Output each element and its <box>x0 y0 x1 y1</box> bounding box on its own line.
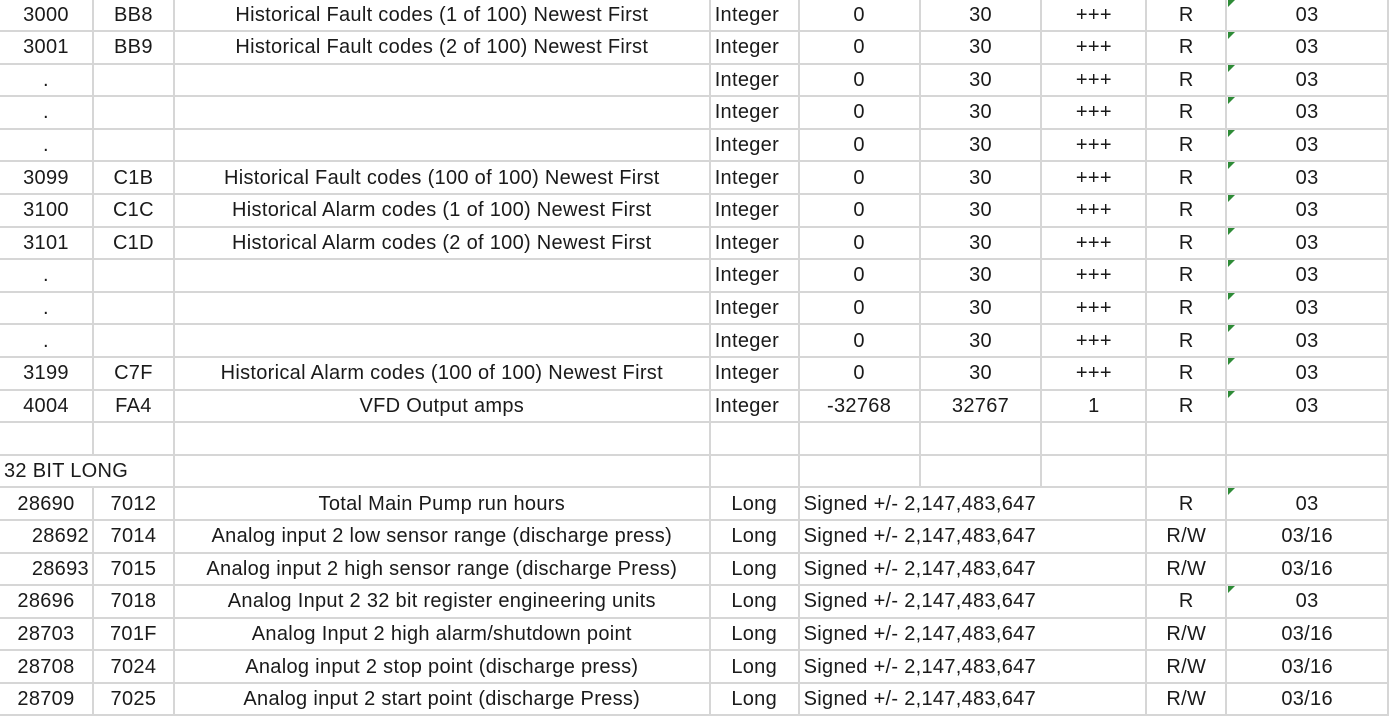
cell-empty[interactable] <box>1226 422 1388 455</box>
table-row <box>0 292 1388 325</box>
cell-data-type[interactable]: Integer <box>710 390 799 423</box>
cell-min[interactable]: 0 <box>799 129 920 162</box>
table-row <box>0 161 1388 194</box>
cell-description[interactable] <box>174 292 710 325</box>
cell-empty[interactable] <box>710 422 799 455</box>
cell-function-code[interactable]: 03/16 <box>1226 520 1388 553</box>
cell-hex[interactable]: BB8 <box>93 0 174 31</box>
cell-read-write[interactable]: R <box>1146 390 1226 423</box>
cell-read-write[interactable]: R <box>1146 259 1226 292</box>
cell-function-code[interactable]: 03/16 <box>1226 553 1388 586</box>
cell-description[interactable] <box>174 324 710 357</box>
cell-address[interactable]: 28703 <box>0 618 93 651</box>
comment-flag-icon <box>1228 586 1235 593</box>
cell-address[interactable]: 3101 <box>0 227 93 260</box>
cell-read-write[interactable]: R <box>1146 292 1226 325</box>
cell-address[interactable]: 28690 <box>0 487 93 520</box>
cell-description[interactable]: Historical Fault codes (1 of 100) Newest First <box>174 0 710 31</box>
cell-read-write[interactable]: R <box>1146 487 1226 520</box>
table-row <box>0 324 1388 357</box>
cell-address[interactable]: 3099 <box>0 161 93 194</box>
comment-flag-icon <box>1228 391 1235 398</box>
cell-empty[interactable] <box>1226 455 1388 488</box>
cell-scale[interactable]: +++ <box>1041 64 1146 97</box>
cell-scale[interactable]: +++ <box>1041 292 1146 325</box>
cell-max[interactable]: 30 <box>920 129 1042 162</box>
cell-description[interactable] <box>174 64 710 97</box>
cell-text: 03 <box>1295 68 1319 91</box>
cell-scale[interactable]: +++ <box>1041 227 1146 260</box>
cell-function-code[interactable] <box>1226 227 1388 260</box>
cell-address[interactable]: . <box>0 64 93 97</box>
cell-address[interactable]: 3001 <box>0 31 93 64</box>
cell-min[interactable]: 0 <box>799 31 920 64</box>
cell-max[interactable]: 30 <box>920 227 1042 260</box>
cell-empty[interactable] <box>1146 422 1226 455</box>
cell-address[interactable]: 28693 <box>0 553 93 586</box>
comment-flag-icon <box>1228 162 1235 169</box>
table-row <box>0 650 1388 683</box>
cell-hex[interactable] <box>93 129 174 162</box>
cell-hex[interactable]: C1C <box>93 194 174 227</box>
cell-min[interactable]: 0 <box>799 357 920 390</box>
cell-address[interactable]: 3000 <box>0 0 93 31</box>
cell-scale[interactable]: +++ <box>1041 31 1146 64</box>
table-row <box>0 390 1388 423</box>
cell-data-type[interactable]: Integer <box>710 161 799 194</box>
comment-flag-icon <box>1228 0 1235 7</box>
cell-function-code[interactable]: 03/16 <box>1226 683 1388 716</box>
cell-range[interactable]: Signed +/- 2,147,483,647 <box>799 683 1147 716</box>
cell-max[interactable]: 30 <box>920 96 1042 129</box>
comment-flag-icon <box>1228 293 1235 300</box>
cell-hex[interactable]: C1D <box>93 227 174 260</box>
cell-read-write[interactable]: R <box>1146 585 1226 618</box>
cell-function-code[interactable] <box>1226 357 1388 390</box>
cell-read-write[interactable]: R <box>1146 129 1226 162</box>
cell-hex[interactable]: BB9 <box>93 31 174 64</box>
cell-function-code[interactable] <box>1226 259 1388 292</box>
cell-description[interactable]: Historical Fault codes (100 of 100) Newest First <box>174 161 710 194</box>
cell-read-write[interactable]: R <box>1146 227 1226 260</box>
cell-range[interactable]: Signed +/- 2,147,483,647 <box>799 650 1147 683</box>
cell-max[interactable]: 32767 <box>920 390 1042 423</box>
cell-max[interactable]: 30 <box>920 161 1042 194</box>
cell-text: 03 <box>1295 4 1319 26</box>
cell-hex[interactable]: 7018 <box>93 585 174 618</box>
cell-description[interactable]: Analog input 2 stop point (discharge press) <box>174 650 710 683</box>
comment-flag-icon <box>1228 32 1235 39</box>
cell-text: 03 <box>1295 264 1319 287</box>
cell-address[interactable]: . <box>0 96 93 129</box>
table-row <box>0 0 1388 31</box>
table-row <box>0 585 1388 618</box>
table-row <box>0 194 1388 227</box>
cell-function-code[interactable] <box>1226 585 1388 618</box>
cell-text: 03 <box>1295 590 1319 613</box>
cell-text: 03 <box>1295 36 1319 59</box>
cell-read-write[interactable]: R/W <box>1146 650 1226 683</box>
cell-empty[interactable] <box>710 455 799 488</box>
cell-empty[interactable] <box>174 422 710 455</box>
cell-hex[interactable]: 7024 <box>93 650 174 683</box>
cell-description[interactable] <box>174 129 710 162</box>
cell-data-type[interactable]: Integer <box>710 64 799 97</box>
cell-scale[interactable]: +++ <box>1041 129 1146 162</box>
cell-scale[interactable]: +++ <box>1041 357 1146 390</box>
cell-address[interactable]: . <box>0 324 93 357</box>
cell-data-type[interactable]: Long <box>710 487 799 520</box>
cell-max[interactable]: 30 <box>920 324 1042 357</box>
cell-empty[interactable] <box>799 422 920 455</box>
cell-read-write[interactable]: R <box>1146 194 1226 227</box>
cell-empty[interactable] <box>799 455 920 488</box>
cell-read-write[interactable]: R <box>1146 31 1226 64</box>
cell-text: 03 <box>1295 199 1319 222</box>
cell-description[interactable]: Analog Input 2 32 bit register engineering units <box>174 585 710 618</box>
cell-data-type[interactable]: Integer <box>710 324 799 357</box>
cell-empty[interactable] <box>920 422 1042 455</box>
cell-function-code[interactable] <box>1226 194 1388 227</box>
cell-data-type[interactable]: Integer <box>710 96 799 129</box>
cell-data-type[interactable]: Long <box>710 520 799 553</box>
cell-max[interactable]: 30 <box>920 357 1042 390</box>
table-row <box>0 618 1388 651</box>
table-row <box>0 259 1388 292</box>
table-row <box>0 422 1388 455</box>
cell-hex[interactable] <box>93 96 174 129</box>
table-row <box>0 520 1388 553</box>
cell-range[interactable]: Signed +/- 2,147,483,647 <box>799 553 1147 586</box>
cell-address[interactable]: 28696 <box>0 585 93 618</box>
cell-scale[interactable]: +++ <box>1041 96 1146 129</box>
cell-text: 03 <box>1295 394 1319 417</box>
cell-min[interactable]: 0 <box>799 194 920 227</box>
cell-read-write[interactable]: R/W <box>1146 618 1226 651</box>
cell-min[interactable]: -32768 <box>799 390 920 423</box>
table-row <box>0 455 1388 488</box>
cell-range[interactable]: Signed +/- 2,147,483,647 <box>799 520 1147 553</box>
cell-max[interactable]: 30 <box>920 0 1042 31</box>
cell-data-type[interactable]: Integer <box>710 0 799 31</box>
cell-address[interactable]: . <box>0 292 93 325</box>
cell-function-code[interactable] <box>1226 64 1388 97</box>
section-label[interactable]: 32 BIT LONG <box>0 455 174 488</box>
cell-address[interactable]: . <box>0 259 93 292</box>
cell-min[interactable]: 0 <box>799 324 920 357</box>
cell-description[interactable]: Historical Fault codes (2 of 100) Newest First <box>174 31 710 64</box>
cell-data-type[interactable]: Integer <box>710 194 799 227</box>
cell-read-write[interactable]: R/W <box>1146 683 1226 716</box>
cell-function-code[interactable] <box>1226 129 1388 162</box>
cell-function-code[interactable] <box>1226 0 1388 31</box>
cell-address[interactable]: 28708 <box>0 650 93 683</box>
comment-flag-icon <box>1228 325 1235 332</box>
table-row <box>0 487 1388 520</box>
cell-data-type[interactable]: Long <box>710 585 799 618</box>
cell-text: 03 <box>1295 231 1319 254</box>
cell-min[interactable]: 0 <box>799 0 920 31</box>
cell-empty[interactable] <box>1041 455 1146 488</box>
cell-description[interactable]: Total Main Pump run hours <box>174 487 710 520</box>
cell-hex[interactable]: 7025 <box>93 683 174 716</box>
cell-scale[interactable]: +++ <box>1041 194 1146 227</box>
cell-hex[interactable]: FA4 <box>93 390 174 423</box>
cell-text: 03 <box>1295 362 1319 385</box>
table-row <box>0 683 1388 716</box>
table-row <box>0 553 1388 586</box>
cell-description[interactable]: VFD Output amps <box>174 390 710 423</box>
cell-function-code[interactable] <box>1226 161 1388 194</box>
table-row <box>0 64 1388 97</box>
cell-address[interactable]: 4004 <box>0 390 93 423</box>
table-row <box>0 357 1388 390</box>
cell-data-type[interactable]: Long <box>710 683 799 716</box>
cell-read-write[interactable]: R <box>1146 96 1226 129</box>
cell-hex[interactable]: 7015 <box>93 553 174 586</box>
cell-read-write[interactable]: R <box>1146 64 1226 97</box>
comment-flag-icon <box>1228 195 1235 202</box>
table-row <box>0 227 1388 260</box>
comment-flag-icon <box>1228 488 1235 495</box>
cell-function-code[interactable] <box>1226 292 1388 325</box>
cell-address[interactable]: 28692 <box>0 520 93 553</box>
cell-scale[interactable]: +++ <box>1041 324 1146 357</box>
table-row <box>0 129 1388 162</box>
cell-min[interactable]: 0 <box>799 227 920 260</box>
cell-min[interactable]: 0 <box>799 64 920 97</box>
cell-description[interactable]: Historical Alarm codes (100 of 100) Newest First <box>174 357 710 390</box>
cell-data-type[interactable]: Integer <box>710 292 799 325</box>
cell-function-code[interactable] <box>1226 487 1388 520</box>
cell-function-code[interactable] <box>1226 96 1388 129</box>
cell-max[interactable]: 30 <box>920 64 1042 97</box>
cell-range[interactable]: Signed +/- 2,147,483,647 <box>799 585 1147 618</box>
cell-description[interactable]: Historical Alarm codes (1 of 100) Newest First <box>174 194 710 227</box>
cell-data-type[interactable]: Integer <box>710 357 799 390</box>
cell-hex[interactable]: 7014 <box>93 520 174 553</box>
cell-description[interactable] <box>174 259 710 292</box>
comment-flag-icon <box>1228 65 1235 72</box>
cell-max[interactable]: 30 <box>920 31 1042 64</box>
cell-text: 03 <box>1295 297 1319 320</box>
cell-function-code[interactable]: 03/16 <box>1226 650 1388 683</box>
table-row <box>0 96 1388 129</box>
cell-read-write[interactable]: R <box>1146 357 1226 390</box>
cell-read-write[interactable]: R <box>1146 0 1226 31</box>
cell-range[interactable]: Signed +/- 2,147,483,647 <box>799 618 1147 651</box>
cell-data-type[interactable]: Integer <box>710 259 799 292</box>
cell-hex[interactable] <box>93 259 174 292</box>
cell-hex[interactable] <box>93 324 174 357</box>
cell-max[interactable]: 30 <box>920 259 1042 292</box>
cell-hex[interactable]: C7F <box>93 357 174 390</box>
cell-data-type[interactable]: Long <box>710 650 799 683</box>
comment-flag-icon <box>1228 97 1235 104</box>
cell-address[interactable]: 3199 <box>0 357 93 390</box>
cell-hex[interactable]: C1B <box>93 161 174 194</box>
cell-range[interactable]: Signed +/- 2,147,483,647 <box>799 487 1147 520</box>
cell-hex[interactable]: 701F <box>93 618 174 651</box>
table-row <box>0 31 1388 64</box>
cell-max[interactable]: 30 <box>920 292 1042 325</box>
cell-min[interactable]: 0 <box>799 161 920 194</box>
cell-scale[interactable]: +++ <box>1041 259 1146 292</box>
cell-text: 03 <box>1295 329 1319 352</box>
cell-text: 03 <box>1295 134 1319 157</box>
cell-hex[interactable] <box>93 64 174 97</box>
cell-data-type[interactable]: Long <box>710 618 799 651</box>
cell-description[interactable] <box>174 96 710 129</box>
cell-empty[interactable] <box>920 455 1042 488</box>
cell-read-write[interactable]: R <box>1146 324 1226 357</box>
cell-address[interactable]: . <box>0 129 93 162</box>
cell-address[interactable]: 28709 <box>0 683 93 716</box>
cell-max[interactable]: 30 <box>920 194 1042 227</box>
cell-text: 03 <box>1295 166 1319 189</box>
cell-empty[interactable] <box>1146 455 1226 488</box>
cell-empty[interactable] <box>0 422 93 455</box>
cell-scale[interactable]: 1 <box>1041 390 1146 423</box>
cell-function-code[interactable]: 03/16 <box>1226 618 1388 651</box>
cell-empty[interactable] <box>174 455 710 488</box>
cell-data-type[interactable]: Integer <box>710 129 799 162</box>
comment-flag-icon <box>1228 228 1235 235</box>
cell-function-code[interactable] <box>1226 31 1388 64</box>
cell-read-write[interactable]: R/W <box>1146 520 1226 553</box>
comment-flag-icon <box>1228 260 1235 267</box>
cell-read-write[interactable]: R <box>1146 161 1226 194</box>
cell-function-code[interactable] <box>1226 390 1388 423</box>
cell-text: 03 <box>1295 101 1319 124</box>
cell-data-type[interactable]: Integer <box>710 31 799 64</box>
cell-description[interactable]: Historical Alarm codes (2 of 100) Newest First <box>174 227 710 260</box>
cell-function-code[interactable] <box>1226 324 1388 357</box>
cell-scale[interactable]: +++ <box>1041 161 1146 194</box>
comment-flag-icon <box>1228 130 1235 137</box>
cell-description[interactable]: Analog input 2 start point (discharge Press) <box>174 683 710 716</box>
cell-read-write[interactable]: R/W <box>1146 553 1226 586</box>
cell-min[interactable]: 0 <box>799 96 920 129</box>
cell-min[interactable]: 0 <box>799 292 920 325</box>
cell-address[interactable]: 3100 <box>0 194 93 227</box>
cell-min[interactable]: 0 <box>799 259 920 292</box>
comment-flag-icon <box>1228 358 1235 365</box>
cell-data-type[interactable]: Integer <box>710 227 799 260</box>
cell-empty[interactable] <box>93 422 174 455</box>
cell-description[interactable]: Analog input 2 low sensor range (discharge press) <box>174 520 710 553</box>
cell-hex[interactable] <box>93 292 174 325</box>
cell-description[interactable]: Analog input 2 high sensor range (discharge Press) <box>174 553 710 586</box>
cell-hex[interactable]: 7012 <box>93 487 174 520</box>
cell-empty[interactable] <box>1041 422 1146 455</box>
cell-scale[interactable]: +++ <box>1041 0 1146 31</box>
cell-text: 03 <box>1295 492 1319 515</box>
cell-description[interactable]: Analog Input 2 high alarm/shutdown point <box>174 618 710 651</box>
cell-data-type[interactable]: Long <box>710 553 799 586</box>
